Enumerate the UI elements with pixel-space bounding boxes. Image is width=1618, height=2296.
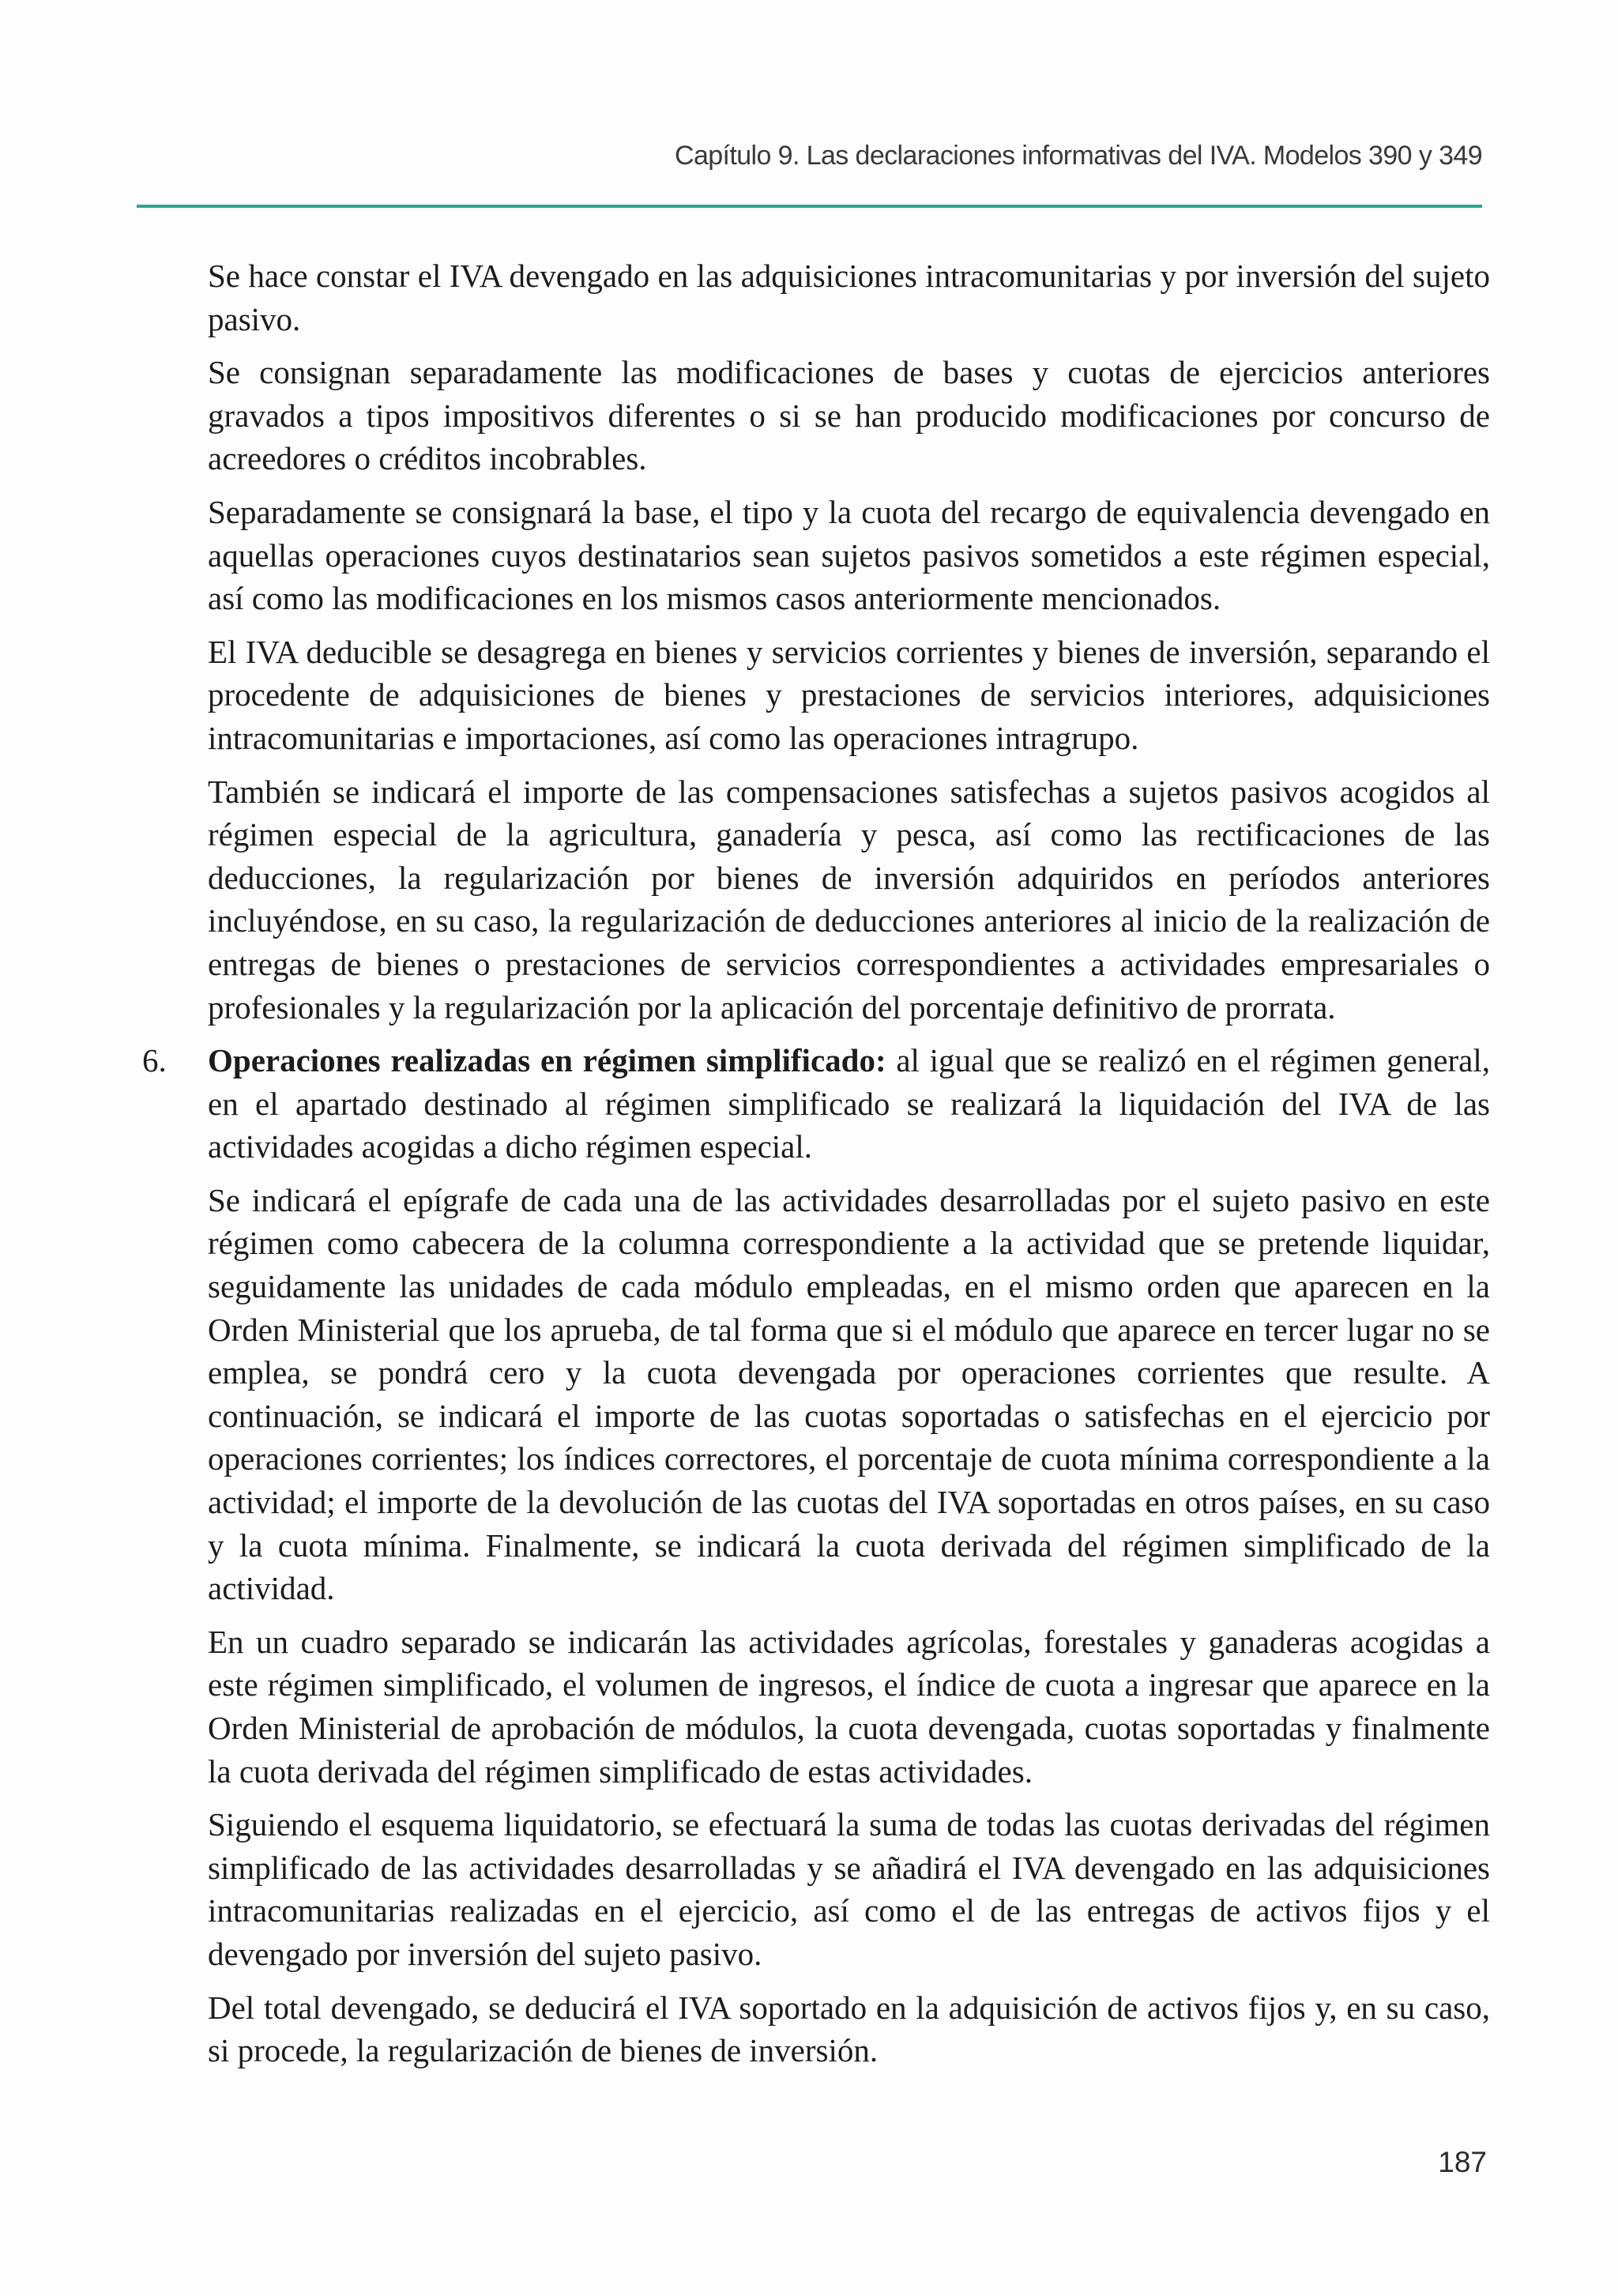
paragraph: También se indicará el importe de las compensaciones satisfechas a sujetos pasivos acogidos al régimen especial de la agricultura, ganadería y pesca, así como las rectificaciones de las deducciones, la regularización por bienes de inversión adquiridos en períodos anteriores incluyéndose, en su caso, la regularización de deducciones anteriores al inicio de la realización de entregas de bienes o prestaciones de servicios correspondientes a actividades empresariales o profesionales y la regularización por la aplicación del porcentaje definitivo de prorrata. (208, 773, 1490, 1026)
paragraph: Se consignan separadamente las modificaciones de bases y cuotas de ejercicios anteriores gravados a tipos impositivos diferentes o si se han producido modificaciones por concurso de acreedores o créditos incobrables. (208, 354, 1490, 477)
paragraph: Del total devengado, se deducirá el IVA soportado en la adquisición de activos fijos y, en su caso, si procede, la regularización de bienes de inversión. (208, 1989, 1490, 2069)
paragraph: En un cuadro separado se indicarán las actividades agrícolas, forestales y ganaderas acogidas a este régimen simplificado, el volumen de ingresos, el índice de cuota a ingresar que aparece en la Orden Ministerial de aprobación de módulos, la cuota devengada, cuotas soportadas y finalmente la cuota derivada del régimen simplificado de estas actividades. (208, 1623, 1490, 1790)
running-header: Capítulo 9. Las declaraciones informativas del IVA. Modelos 390 y 349 (674, 141, 1482, 171)
list-number: 6. (142, 1042, 167, 1079)
body-text (142, 254, 1490, 2083)
paragraph: El IVA deducible se desagrega en bienes y servicios corrientes y bienes de inversión, separando el procedente de adquisiciones de bienes y prestaciones de servicios interiores, adquisiciones intracomunitarias e importaciones, así como las operaciones intragrupo. (208, 633, 1490, 756)
paragraph: Separadamente se consignará la base, el tipo y la cuota del recargo de equivalencia devengado en aquellas operaciones cuyos destinatarios sean sujetos pasivos sometidos a este régimen especial, así como las modificaciones en los mismos casos anteriormente mencionados. (208, 493, 1490, 617)
paragraph: Se hace constar el IVA devengado en las adquisiciones intracomunitarias y por inversión del sujeto pasivo. (208, 258, 1490, 337)
header-rule (137, 205, 1482, 208)
paragraph: Se indicará el epígrafe de cada una de las actividades desarrolladas por el sujeto pasivo en este régimen como cabecera de la columna correspondiente a la actividad que se pretende liquidar, seguidamente las unidades de cada módulo empleadas, en el mismo orden que aparecen en la Orden Ministerial que los aprueba, de tal forma que si el módulo que aparece en tercer lugar no se emplea, se pondrá cero y la cuota devengada por operaciones corrientes que resulte. A continuación, se indicará el importe de las cuotas soportadas o satisfechas en el ejercicio por operaciones corrientes; los índices correctores, el porcentaje de cuota mínima correspondiente a la actividad; el importe de la devolución de las cuotas del IVA soportadas en otros países, en su caso y la cuota mínima. Finalmente, se indicará la cuota derivada del régimen simplificado de la actividad. (208, 1181, 1490, 1607)
paragraph: Siguiendo el esquema liquidatorio, se efectuará la suma de todas las cuotas derivadas del régimen simplificado de las actividades desarrolladas y se añadirá el IVA devengado en las adquisiciones intracomunitarias realizadas en el ejercicio, así como el de las entregas de activos fijos y el devengado por inversión del sujeto pasivo. (208, 1806, 1490, 1972)
list-item-text: al igual que se realizó en el régimen general, en el apartado destinado al régimen simplificado se realizará la liquidación del IVA de las actividades acogidas a dicho régimen especial. (208, 1042, 1490, 1165)
numbered-list-item (142, 1039, 1490, 1169)
page-number: 187 (1438, 2146, 1487, 2178)
list-item-lead: Operaciones realizadas en régimen simplificado: (208, 1042, 886, 1079)
